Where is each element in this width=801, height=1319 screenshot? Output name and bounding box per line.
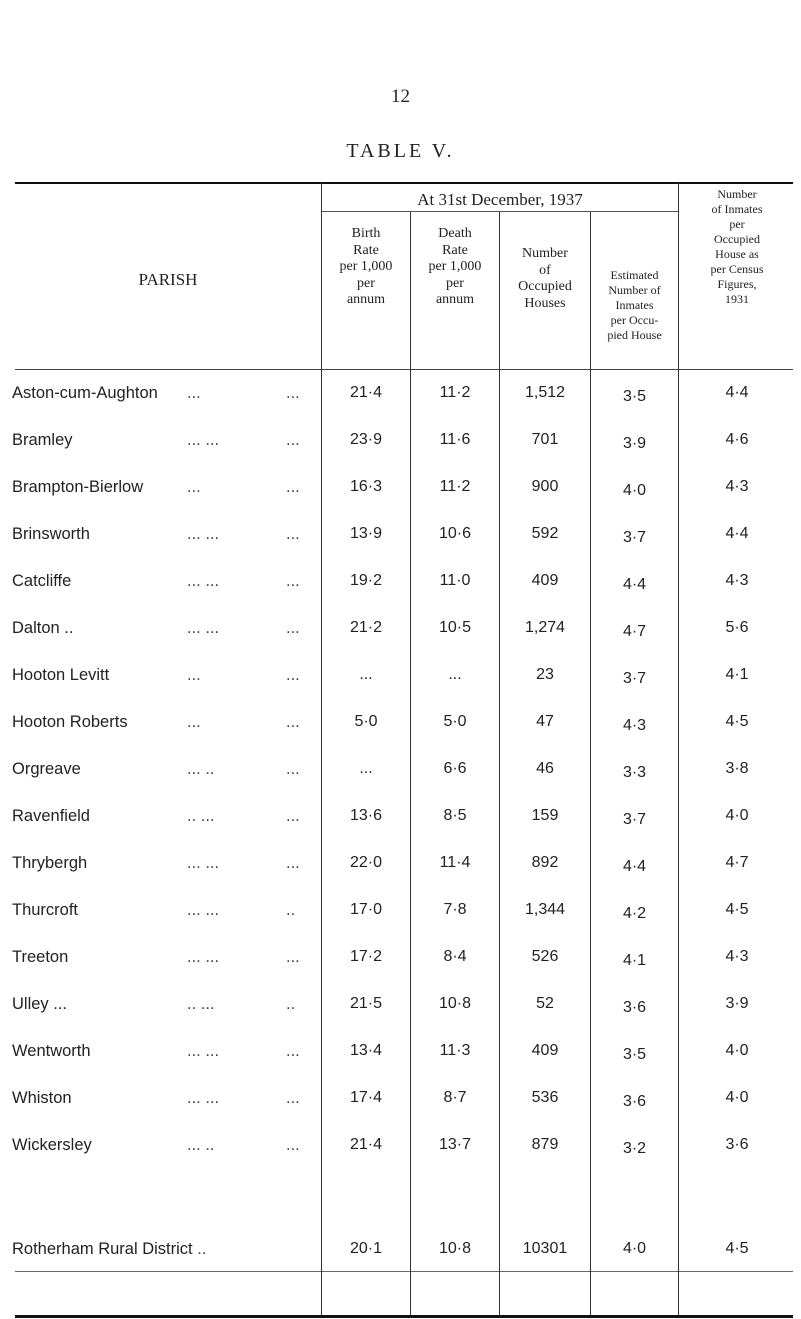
parish-name: Dalton .. ... ... ... <box>12 619 300 637</box>
parish-name: Hooton Roberts ... ... <box>12 713 300 731</box>
occupied-houses-cell: 592 <box>531 525 559 542</box>
occupied-houses-cell: 47 <box>536 713 554 730</box>
table-row <box>0 948 801 978</box>
birth-rate-cell: 13·9 <box>349 525 383 542</box>
census-inmates-cell: 4·0 <box>725 807 749 824</box>
census-inmates-cell: 4·1 <box>725 666 749 683</box>
parish-name: Catcliffe ... ... ... <box>12 572 300 590</box>
census-inmates-cell: 3·6 <box>725 1136 749 1153</box>
census-inmates-cell: 4·3 <box>725 948 749 965</box>
birth-rate-cell: ... <box>359 760 373 777</box>
death-rate-cell: 11·0 <box>439 572 471 589</box>
occupied-houses-cell: 159 <box>531 807 559 824</box>
death-rate-cell: 10·5 <box>438 619 472 636</box>
birth-rate-cell: ... <box>359 666 373 683</box>
total-row <box>0 1240 801 1270</box>
total-parish-name: Rotherham Rural District .. <box>12 1240 207 1258</box>
census-inmates-cell: 4·0 <box>725 1042 749 1059</box>
parish-name: Brinsworth ... ... ... <box>12 525 300 543</box>
estimated-inmates-cell: 3·7 <box>622 811 647 828</box>
parish-name: Wickersley ... .. ... <box>12 1136 300 1154</box>
death-rate-cell: 8·4 <box>443 948 467 965</box>
table-row <box>0 1136 801 1166</box>
estimated-inmates-cell: 4·4 <box>622 858 647 875</box>
table-row <box>0 995 801 1025</box>
census-inmates-cell: 4·4 <box>725 525 749 542</box>
table-row <box>0 666 801 696</box>
census-inmates-cell: 4·6 <box>725 431 749 448</box>
census-inmates-cell: 4·5 <box>725 713 749 730</box>
birth-rate-cell: 21·5 <box>349 995 383 1012</box>
occupied-houses-cell: 52 <box>536 995 554 1012</box>
parish-name: Bramley ... ... ... <box>12 431 300 449</box>
occupied-houses-cell: 409 <box>531 1042 559 1059</box>
estimated-inmates-cell: 4·4 <box>622 576 647 593</box>
birth-rate-cell: 13·6 <box>349 807 383 824</box>
death-rate-cell: 6·6 <box>443 760 467 777</box>
birth-rate-header: Birth Rate per 1,000 per annum <box>339 226 393 308</box>
table-title: TABLE V. <box>346 140 455 162</box>
occupied-houses-cell: 1,512 <box>524 384 566 401</box>
estimated-inmates-cell: 3·7 <box>622 670 647 687</box>
estimated-inmates-cell: 4·1 <box>622 952 647 969</box>
birth-rate-cell: 21·4 <box>349 1136 383 1153</box>
death-rate-cell: 10·6 <box>438 525 472 542</box>
bottom-rule <box>15 1315 793 1318</box>
occupied-houses-cell: 526 <box>531 948 559 965</box>
parish-name: Treeton ... ... ... <box>12 948 300 966</box>
death-rate-cell: ... <box>448 666 462 683</box>
birth-rate-cell: 22·0 <box>349 854 383 871</box>
occupied-houses-header: Number of Occupied Houses <box>518 246 572 311</box>
estimated-inmates-cell: 4·7 <box>622 623 647 640</box>
birth-rate-cell: 16·3 <box>349 478 383 495</box>
birth-rate-cell: 17·4 <box>349 1089 383 1106</box>
estimated-inmates-cell: 3·5 <box>622 388 647 405</box>
total-estimated-inmates: 4·0 <box>622 1240 647 1257</box>
occupied-houses-cell: 46 <box>536 760 554 777</box>
parish-name: Brampton-Bierlow ... ... <box>12 478 300 496</box>
table-row <box>0 901 801 931</box>
total-rule <box>15 1271 793 1272</box>
table-row <box>0 431 801 461</box>
table-row <box>0 760 801 790</box>
occupied-houses-cell: 23 <box>536 666 554 683</box>
occupied-houses-cell: 536 <box>531 1089 559 1106</box>
parish-name: Hooton Levitt ... ... <box>12 666 300 684</box>
death-rate-cell: 11·6 <box>439 431 471 448</box>
census-inmates-cell: 4·4 <box>725 384 749 401</box>
death-rate-cell: 8·5 <box>443 807 467 824</box>
death-rate-cell: 11·4 <box>439 854 471 871</box>
table-row <box>0 384 801 414</box>
parish-name: Aston-cum-Aughton ... ... <box>12 384 300 402</box>
birth-rate-cell: 17·0 <box>349 901 383 918</box>
birth-rate-cell: 19·2 <box>349 572 383 589</box>
total-occupied-houses: 10301 <box>522 1240 568 1257</box>
occupied-houses-cell: 892 <box>531 854 559 871</box>
death-rate-cell: 7·8 <box>443 901 467 918</box>
occupied-houses-cell: 1,344 <box>524 901 566 918</box>
census-inmates-cell: 5·6 <box>725 619 749 636</box>
table-row <box>0 854 801 884</box>
census-inmates-header: Number of Inmates per Occupied House as per Census Figures, 1931 <box>710 187 764 306</box>
death-rate-cell: 11·3 <box>439 1042 471 1059</box>
census-inmates-cell: 4·7 <box>725 854 749 871</box>
census-inmates-cell: 4·3 <box>725 572 749 589</box>
census-inmates-cell: 4·3 <box>725 478 749 495</box>
death-rate-cell: 11·2 <box>439 478 471 495</box>
parish-header: PARISH <box>138 270 198 289</box>
estimated-inmates-cell: 3·5 <box>622 1046 647 1063</box>
birth-rate-cell: 21·4 <box>349 384 383 401</box>
table-row <box>0 525 801 555</box>
top-rule <box>15 182 793 184</box>
table-row <box>0 1042 801 1072</box>
estimated-inmates-cell: 3·6 <box>622 1093 647 1110</box>
table-row <box>0 807 801 837</box>
parish-name: Whiston ... ... ... <box>12 1089 300 1107</box>
group-header: At 31st December, 1937 <box>417 190 583 209</box>
table-row <box>0 1089 801 1119</box>
census-inmates-cell: 3·9 <box>725 995 749 1012</box>
death-rate-cell: 10·8 <box>438 995 472 1012</box>
census-inmates-cell: 4·0 <box>725 1089 749 1106</box>
total-death-rate: 10·8 <box>438 1240 472 1257</box>
occupied-houses-cell: 409 <box>531 572 559 589</box>
estimated-inmates-cell: 4·0 <box>622 482 647 499</box>
death-rate-cell: 8·7 <box>443 1089 467 1106</box>
death-rate-header: Death Rate per 1,000 per annum <box>428 226 482 308</box>
header-rule <box>15 369 793 370</box>
occupied-houses-cell: 879 <box>531 1136 559 1153</box>
parish-name: Thrybergh ... ... ... <box>12 854 300 872</box>
birth-rate-cell: 23·9 <box>349 431 383 448</box>
birth-rate-cell: 5·0 <box>354 713 378 730</box>
birth-rate-cell: 21·2 <box>349 619 383 636</box>
table-row <box>0 619 801 649</box>
page-number: 12 <box>391 86 410 107</box>
table-row <box>0 572 801 602</box>
occupied-houses-cell: 1,274 <box>524 619 566 636</box>
estimated-inmates-cell: 3·9 <box>622 435 647 452</box>
estimated-inmates-cell: 4·3 <box>622 717 647 734</box>
estimated-inmates-cell: 3·3 <box>622 764 647 781</box>
table-row <box>0 713 801 743</box>
census-inmates-cell: 4·5 <box>725 901 749 918</box>
parish-name: Wentworth ... ... ... <box>12 1042 300 1060</box>
total-birth-rate: 20·1 <box>349 1240 383 1257</box>
birth-rate-cell: 17·2 <box>349 948 383 965</box>
estimated-inmates-cell: 3·7 <box>622 529 647 546</box>
death-rate-cell: 5·0 <box>443 713 467 730</box>
parish-name: Ulley ... .. ... .. <box>12 995 296 1013</box>
estimated-inmates-cell: 3·2 <box>622 1140 647 1157</box>
death-rate-cell: 11·2 <box>439 384 471 401</box>
census-inmates-cell: 3·8 <box>725 760 749 777</box>
parish-name: Orgreave ... .. ... <box>12 760 300 778</box>
birth-rate-cell: 13·4 <box>349 1042 383 1059</box>
total-census-inmates: 4·5 <box>725 1240 749 1257</box>
estimated-inmates-cell: 3·6 <box>622 999 647 1016</box>
parish-name: Ravenfield .. ... ... <box>12 807 300 825</box>
occupied-houses-cell: 701 <box>531 431 559 448</box>
estimated-inmates-header: Estimated Number of Inmates per Occu- pied House <box>607 268 662 342</box>
occupied-houses-cell: 900 <box>531 478 559 495</box>
table-row <box>0 478 801 508</box>
group-rule <box>322 211 678 212</box>
death-rate-cell: 13·7 <box>438 1136 472 1153</box>
parish-name: Thurcroft ... ... .. <box>12 901 296 919</box>
estimated-inmates-cell: 4·2 <box>622 905 647 922</box>
